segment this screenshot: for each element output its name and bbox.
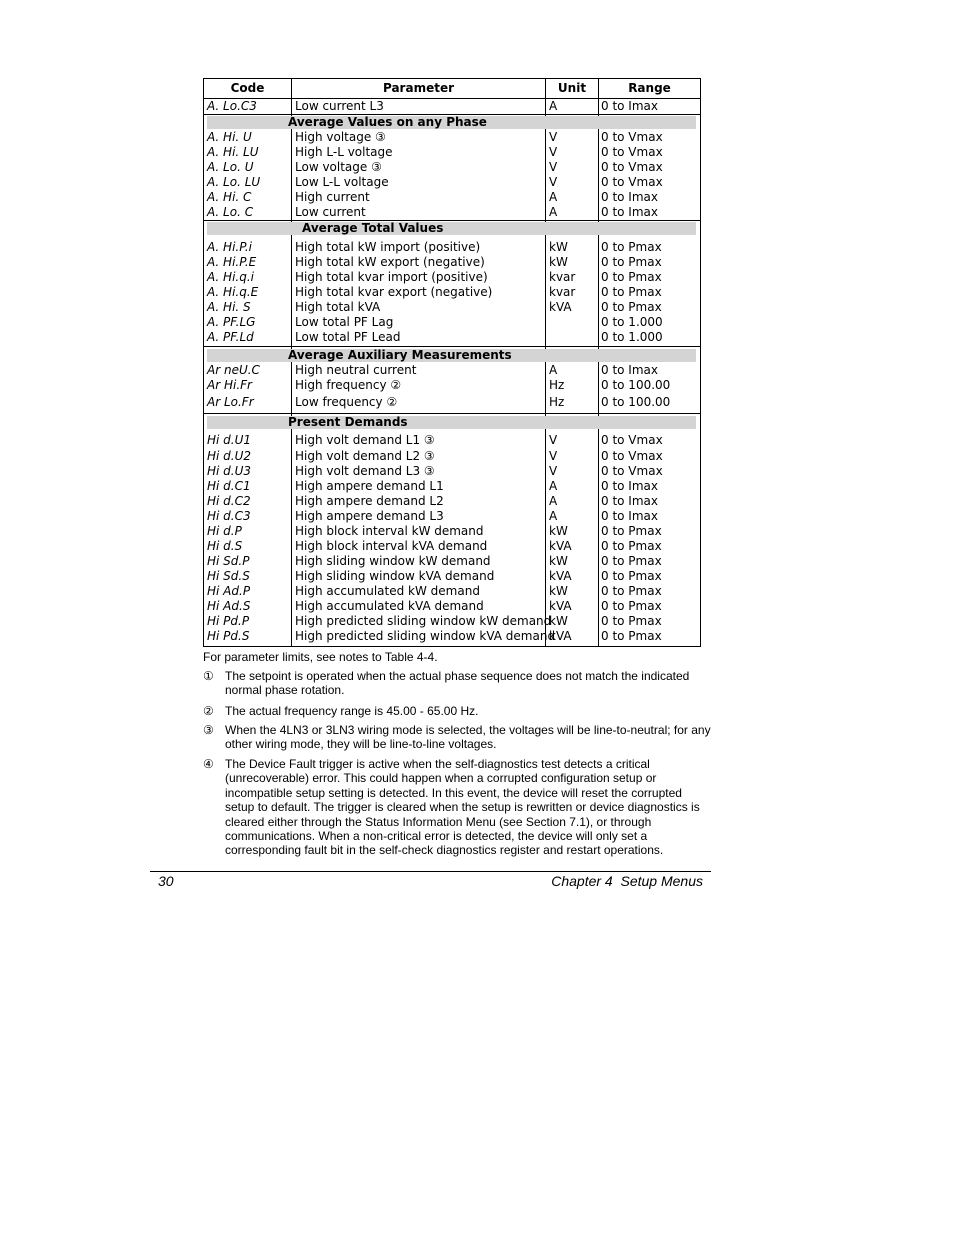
cell-code: A. Lo. C	[207, 205, 254, 219]
cell-range: 0 to Vmax	[601, 160, 663, 174]
column-divider	[545, 79, 546, 646]
cell-range: 0 to Pmax	[601, 255, 662, 269]
cell-unit: kW	[549, 614, 568, 628]
table-header	[204, 79, 700, 99]
cell-parameter: Low total PF Lag	[295, 315, 394, 329]
footnote-text: The Device Fault trigger is active when the self-diagnostics test detects a critical (unrecoverable) error. This could happen when a corrupted configuration setup or incompatible setup setting is detected. In this event, the device will reset the corrupted setup to default. The trigger is cleared when the setup is rewritten or device diagnostics is cleared either through the Status Information Menu (see Section 7.1), or through communications. When a non-critical error is detected, the device will only set a corresponding fault bit in the self-check diagnostics register and restart operations.	[225, 757, 700, 858]
cell-parameter: High total kvar export (negative)	[295, 285, 493, 299]
cell-range: 0 to Pmax	[601, 614, 662, 628]
cell-unit: V	[549, 145, 558, 159]
cell-range: 0 to Imax	[601, 190, 658, 204]
cell-code: Hi Sd.S	[207, 569, 250, 583]
cell-parameter: High total kW export (negative)	[295, 255, 485, 269]
cell-code: Hi Sd.P	[207, 554, 250, 568]
cell-range: 0 to Pmax	[601, 554, 662, 568]
cell-range: 0 to Pmax	[601, 584, 662, 598]
cell-unit: V	[549, 130, 558, 144]
cell-unit: A	[549, 363, 558, 377]
header-range: Range	[628, 81, 671, 95]
section-title: Average Total Values	[302, 221, 444, 235]
section-header	[207, 116, 696, 129]
cell-code: Hi Ad.P	[207, 584, 251, 598]
cell-parameter: High L-L voltage	[295, 145, 393, 159]
cell-code: Ar neU.C	[207, 363, 260, 377]
section-header	[207, 349, 696, 362]
cell-code: Hi Pd.S	[207, 629, 250, 643]
section-divider	[204, 413, 700, 414]
cell-code: A. Lo. LU	[207, 175, 261, 189]
cell-range: 0 to Pmax	[601, 524, 662, 538]
cell-unit: kVA	[549, 539, 572, 553]
cell-range: 0 to Pmax	[601, 240, 662, 254]
cell-code: Hi d.C2	[207, 494, 251, 508]
cell-unit: kvar	[549, 285, 576, 299]
cell-code: Hi d.C3	[207, 509, 251, 523]
section-title: Average Auxiliary Measurements	[288, 348, 512, 362]
cell-range: 0 to Pmax	[601, 300, 662, 314]
cell-unit: kW	[549, 584, 568, 598]
section-header	[207, 222, 696, 235]
cell-range: 0 to Vmax	[601, 448, 663, 463]
cell-range: 0 to Pmax	[601, 539, 662, 553]
cell-range: 0 to 1.000	[601, 330, 663, 344]
cell-code: A. Lo. U	[207, 160, 254, 174]
notes-intro: For parameter limits, see notes to Table 4-4.	[203, 650, 438, 664]
cell-range: 0 to Pmax	[601, 270, 662, 284]
cell-unit: kW	[549, 240, 568, 254]
cell-parameter: High volt demand L1 ③	[295, 433, 435, 447]
cell-code: A. PF.Ld	[207, 330, 254, 344]
cell-parameter: High total kVA	[295, 300, 381, 314]
cell-code: A. Hi. C	[207, 190, 252, 204]
cell-parameter: High accumulated kW demand	[295, 584, 480, 598]
cell-range: 0 to Pmax	[601, 599, 662, 613]
footnote-marker: ③	[203, 723, 214, 737]
cell-unit: Hz	[549, 395, 565, 409]
cell-parameter: High volt demand L3 ③	[295, 464, 435, 478]
cell-unit: kVA	[549, 599, 572, 613]
cell-range: 0 to Vmax	[601, 175, 663, 189]
cell-unit: V	[549, 433, 558, 447]
cell-code: Hi Ad.S	[207, 599, 251, 613]
cell-parameter: High block interval kVA demand	[295, 539, 488, 553]
column-divider	[291, 79, 292, 646]
cell-code: A. Hi. S	[207, 300, 251, 314]
cell-unit: A	[549, 99, 558, 113]
chapter-title: Chapter 4 Setup Menus	[551, 873, 703, 889]
cell-code: A. Lo.C3	[207, 99, 257, 113]
cell-parameter: High accumulated kVA demand	[295, 599, 484, 613]
cell-code: A. PF.LG	[207, 315, 256, 329]
footnote-text: When the 4LN3 or 3LN3 wiring mode is selected, the voltages will be line-to-neutral; for any other wiring mode, they will be line-to-line voltages.	[225, 723, 711, 752]
cell-range: 0 to Imax	[601, 479, 658, 493]
cell-parameter: High ampere demand L1	[295, 479, 444, 493]
cell-parameter: High ampere demand L3	[295, 509, 444, 523]
footnote-text: The actual frequency range is 45.00 - 65.00 Hz.	[225, 704, 479, 718]
cell-range: 0 to 1.000	[601, 315, 663, 329]
page-number: 30	[158, 873, 174, 889]
cell-parameter: High frequency ②	[295, 378, 402, 392]
footnote-marker: ①	[203, 669, 214, 683]
cell-code: A. Hi. LU	[207, 145, 259, 159]
cell-unit: A	[549, 509, 558, 523]
cell-range: 0 to Vmax	[601, 130, 663, 144]
cell-code: Hi d.U3	[207, 464, 252, 478]
cell-code: A. Hi.q.i	[207, 270, 254, 284]
cell-parameter: High sliding window kW demand	[295, 554, 491, 568]
cell-code: A. Hi.P.E	[207, 255, 257, 269]
cell-parameter: Low total PF Lead	[295, 330, 401, 344]
cell-code: Hi d.C1	[207, 479, 251, 493]
cell-unit: kW	[549, 524, 568, 538]
cell-unit: V	[549, 448, 558, 463]
cell-range: 0 to Pmax	[601, 569, 662, 583]
cell-code: A. Hi.q.E	[207, 285, 259, 299]
cell-range: 0 to Pmax	[601, 629, 662, 643]
cell-range: 0 to Imax	[601, 99, 658, 113]
section-divider	[204, 346, 700, 347]
cell-parameter: Low voltage ③	[295, 160, 382, 174]
cell-parameter: Low current	[295, 205, 366, 219]
cell-parameter: High predicted sliding window kVA demand	[295, 629, 556, 643]
cell-parameter: High total kvar import (positive)	[295, 270, 488, 284]
cell-parameter: High total kW import (positive)	[295, 240, 481, 254]
cell-range: 0 to Vmax	[601, 145, 663, 159]
cell-unit: V	[549, 160, 558, 174]
cell-range: 0 to Vmax	[601, 433, 663, 447]
cell-range: 0 to Pmax	[601, 285, 662, 299]
footer-rule	[150, 871, 711, 872]
cell-parameter: Low current L3	[295, 99, 384, 113]
cell-unit: V	[549, 175, 558, 189]
cell-unit: A	[549, 494, 558, 508]
cell-code: Hi Pd.P	[207, 614, 250, 628]
parameter-table	[203, 78, 701, 647]
cell-unit: Hz	[549, 378, 565, 392]
cell-code: Ar Hi.Fr	[207, 378, 252, 392]
section-title: Average Values on any Phase	[288, 115, 487, 129]
cell-code: Hi d.S	[207, 539, 243, 553]
cell-range: 0 to 100.00	[601, 395, 671, 409]
cell-range: 0 to Imax	[601, 509, 658, 523]
cell-parameter: High block interval kW demand	[295, 524, 484, 538]
header-parameter: Parameter	[382, 81, 455, 95]
cell-range: 0 to Imax	[601, 363, 658, 377]
column-divider	[598, 79, 599, 646]
cell-unit: kVA	[549, 569, 572, 583]
cell-range: 0 to 100.00	[601, 378, 671, 392]
cell-parameter: High current	[295, 190, 370, 204]
footnote-marker: ②	[203, 704, 214, 718]
header-unit: Unit	[557, 81, 587, 95]
cell-code: Hi d.P	[207, 524, 242, 538]
cell-code: A. Hi.P.i	[207, 240, 252, 254]
cell-parameter: High sliding window kVA demand	[295, 569, 495, 583]
cell-parameter: Low frequency ②	[295, 395, 398, 409]
cell-unit: A	[549, 190, 558, 204]
cell-code: Hi d.U1	[207, 433, 252, 447]
section-header	[207, 416, 696, 429]
cell-parameter: High voltage ③	[295, 130, 386, 144]
header-code: Code	[230, 81, 265, 95]
cell-unit: kVA	[549, 300, 572, 314]
cell-range: 0 to Vmax	[601, 464, 663, 478]
footnote-text: The setpoint is operated when the actual phase sequence does not match the indicated normal phase rotation.	[225, 669, 690, 698]
cell-unit: kW	[549, 255, 568, 269]
cell-unit: A	[549, 205, 558, 219]
cell-parameter: High ampere demand L2	[295, 494, 444, 508]
footnote-marker: ④	[203, 757, 214, 771]
cell-code: A. Hi. U	[207, 130, 252, 144]
cell-code: Hi d.U2	[207, 448, 252, 463]
cell-parameter: High neutral current	[295, 363, 417, 377]
cell-parameter: Low L-L voltage	[295, 175, 389, 189]
section-divider	[204, 220, 700, 221]
cell-unit: kVA	[549, 629, 572, 643]
cell-unit: kvar	[549, 270, 576, 284]
cell-range: 0 to Imax	[601, 494, 658, 508]
cell-range: 0 to Imax	[601, 205, 658, 219]
section-title: Present Demands	[288, 415, 408, 429]
cell-parameter: High volt demand L2 ③	[295, 448, 435, 463]
cell-unit: V	[549, 464, 558, 478]
cell-code: Ar Lo.Fr	[207, 395, 254, 409]
cell-unit: kW	[549, 554, 568, 568]
cell-unit: A	[549, 479, 558, 493]
cell-parameter: High predicted sliding window kW demand	[295, 614, 552, 628]
